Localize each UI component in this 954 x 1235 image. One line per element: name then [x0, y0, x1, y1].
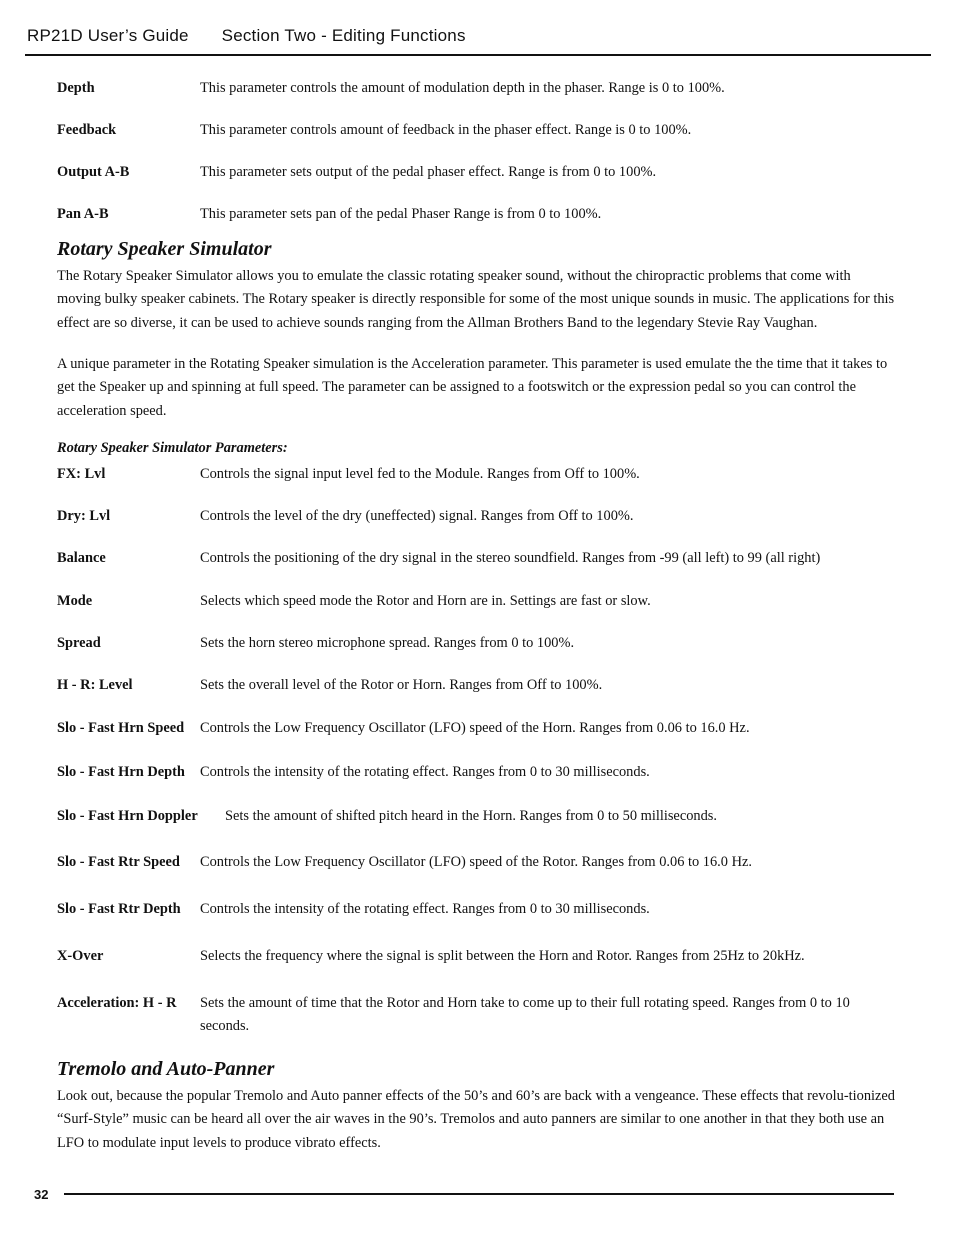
param-name: Mode	[57, 593, 93, 609]
param-desc: Selects the frequency where the signal is split between the Horn and Rotor. Ranges from 25Hz to 20kHz.	[200, 948, 805, 964]
param-desc: Selects which speed mode the Rotor and Horn are in. Settings are fast or slow.	[200, 593, 651, 609]
param-name: FX: Lvl	[57, 466, 106, 482]
tremolo-paragraph-1: Look out, because the popular Tremolo and Auto panner effects of the 50’s and 60’s are back with a vengeance. These effects that revolu-tionized “Surf-Style” music can be heard all over the air waves in the 90’s. Tremolos and auto panners are similar to one another in that they both use an LFO to modulate input levels to produce vibrato effects.	[57, 1088, 895, 1151]
param-desc: This parameter sets pan of the pedal Phaser Range is from 0 to 100%.	[200, 206, 602, 222]
page-number: 32	[34, 1187, 49, 1202]
param-desc: Controls the intensity of the rotating effect. Ranges from 0 to 30 milliseconds.	[200, 901, 650, 917]
param-desc: Controls the Low Frequency Oscillator (LFO) speed of the Horn. Ranges from 0.06 to 16.0 Hz.	[200, 720, 750, 736]
param-desc: Sets the horn stereo microphone spread. Ranges from 0 to 100%.	[200, 635, 575, 651]
rotary-params-heading: Rotary Speaker Simulator Parameters:	[57, 440, 288, 456]
param-desc: Sets the amount of time that the Rotor and Horn take to come up to their full rotating speed. Ranges from 0 to 10 seconds.	[200, 995, 850, 1034]
param-name: Pan A-B	[57, 206, 109, 222]
param-name: Spread	[57, 635, 101, 651]
param-desc: Sets the amount of shifted pitch heard in the Horn. Ranges from 0 to 50 milliseconds.	[225, 808, 717, 824]
running-header	[27, 26, 466, 46]
param-name: Depth	[57, 80, 95, 96]
param-desc: This parameter controls amount of feedback in the phaser effect. Range is 0 to 100%.	[200, 122, 692, 138]
param-desc: This parameter sets output of the pedal phaser effect. Range is from 0 to 100%.	[200, 164, 657, 180]
param-desc: Sets the overall level of the Rotor or Horn. Ranges from Off to 100%.	[200, 677, 603, 693]
param-desc: This parameter controls the amount of modulation depth in the phaser. Range is 0 to 100%.	[200, 80, 725, 96]
param-name: Acceleration: H - R	[57, 995, 177, 1011]
param-name: Slo - Fast Rtr Depth	[57, 901, 181, 917]
param-name: H - R: Level	[57, 677, 133, 693]
param-name: Slo - Fast Rtr Speed	[57, 854, 180, 870]
param-desc: Controls the Low Frequency Oscillator (LFO) speed of the Rotor. Ranges from 0.06 to 16.0 Hz.	[200, 854, 752, 870]
header-rule	[25, 54, 931, 56]
param-name: Balance	[57, 550, 106, 566]
param-desc: Controls the positioning of the dry signal in the stereo soundfield. Ranges from -99 (all left) to 99 (all right)	[200, 550, 821, 566]
footer-rule	[64, 1193, 894, 1195]
param-name: Slo - Fast Hrn Doppler	[57, 808, 198, 824]
param-name: Slo - Fast Hrn Depth	[57, 764, 185, 780]
param-name: Output A-B	[57, 164, 130, 180]
tremolo-heading: Tremolo and Auto-Panner	[57, 1058, 275, 1080]
param-name: Slo - Fast Hrn Speed	[57, 720, 185, 736]
param-desc: Controls the signal input level fed to the Module. Ranges from Off to 100%.	[200, 466, 640, 482]
param-name: X-Over	[57, 948, 104, 964]
param-name: Dry: Lvl	[57, 508, 111, 524]
param-desc: Controls the intensity of the rotating effect. Ranges from 0 to 30 milliseconds.	[200, 764, 650, 780]
guide-title: RP21D User’s Guide	[27, 26, 189, 45]
rotary-paragraph-2: A unique parameter in the Rotating Speaker simulation is the Acceleration parameter. This parameter is used emulate the the time that it takes to get the Speaker up and spinning at full speed. The parameter can be assigned to a footswitch or the expression pedal so you can control the acceleration speed.	[57, 356, 888, 419]
param-desc: Controls the level of the dry (uneffected) signal. Ranges from Off to 100%.	[200, 508, 634, 524]
rotary-paragraph-1: The Rotary Speaker Simulator allows you to emulate the classic rotating speaker sound, without the chiropractic problems that come with moving bulky speaker cabinets. The Rotary speaker is directly responsible for some of the most unique sounds in music. The applications for this effect are so diverse, it can be used to achieve sounds ranging from the Allman Brothers Band to the legendary Stevie Ray Vaughan.	[57, 268, 895, 331]
rotary-heading: Rotary Speaker Simulator	[57, 238, 272, 260]
section-title: Section Two - Editing Functions	[221, 26, 466, 45]
param-name: Feedback	[57, 122, 117, 138]
